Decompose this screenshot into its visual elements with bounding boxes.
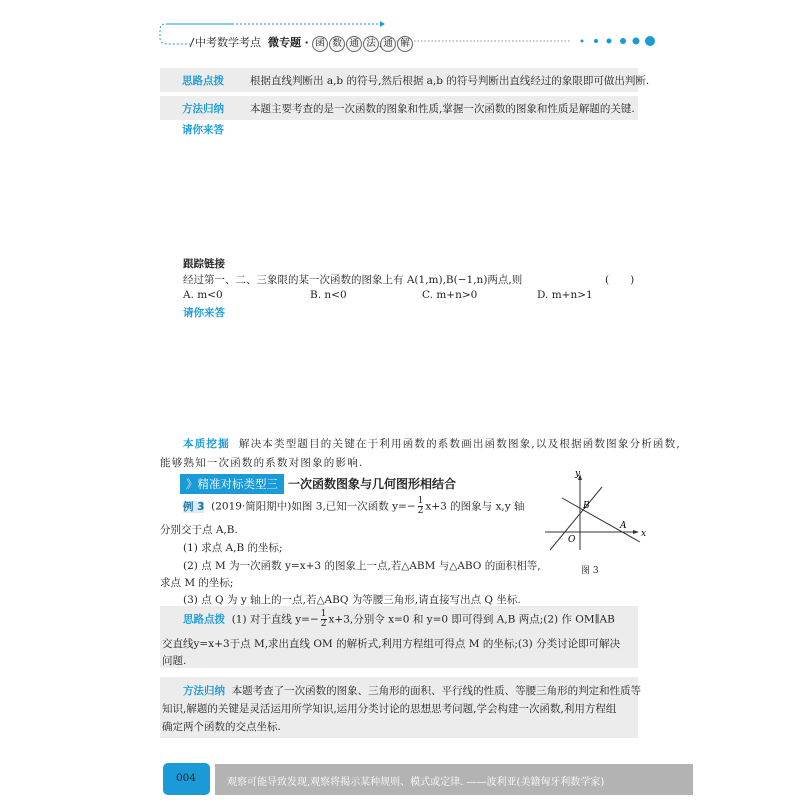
method-label: 方法归纳 xyxy=(182,103,224,115)
figure-3-graph xyxy=(540,470,650,570)
circled-char: 数 xyxy=(329,36,345,52)
hint-label: 思路点拨 xyxy=(183,613,225,626)
circled-char: 函 xyxy=(312,36,328,52)
method-text: 本题考查了一次函数的图象、三角形的面积、平行线的性质、等腰三角形的判定和性质等 xyxy=(231,685,642,697)
example-label: 例 3 xyxy=(183,500,205,513)
essence-line2: 能够熟知一次函数的系数对图象的影响. xyxy=(160,457,364,469)
page-number: 004 xyxy=(176,772,197,784)
option-a: A. m<0 xyxy=(183,289,223,301)
book-title: 中考数学考点 xyxy=(195,36,261,49)
followup-question: 经过第一、二、三象限的某一次函数的图象上有 A(1,m),B(−1,n)两点,则 xyxy=(183,274,523,286)
hint-box-1 xyxy=(160,68,650,92)
example-line1 xyxy=(183,497,525,516)
answer-paren: ( ) xyxy=(605,274,635,286)
circled-char: 通 xyxy=(380,36,396,52)
line-y-x-plus-3 xyxy=(550,487,602,550)
method-text: 本题主要考查的是一次函数的图象和性质,掌握一次函数的图象和性质是解题的关键. xyxy=(250,103,635,115)
label-a: A xyxy=(620,521,627,531)
question-3: (3) 点 Q 为 y 轴上的一点,若△ABQ 为等腰三角形,请直接写出点 Q 坐标. xyxy=(183,594,521,606)
numerator: 1 xyxy=(320,609,327,619)
hint-text: 根据直线判断出 a,b 的符号,然后根据 a,b 的符号判断出直线经过的象限即可做出判断. xyxy=(250,75,650,87)
header-title xyxy=(195,34,414,52)
hint-line3: 问题. xyxy=(162,655,187,667)
denominator: 2 xyxy=(320,619,327,629)
circled-char: 法 xyxy=(363,36,379,52)
example-line2: 分别交于点 A,B. xyxy=(160,524,238,536)
method-line3: 确定两个函数的交点坐标. xyxy=(162,721,281,733)
hint-text: (1) 对于直线 y=− xyxy=(231,613,319,626)
circled-char: 解 xyxy=(397,36,413,52)
numerator: 1 xyxy=(417,496,424,506)
example-text: x+3 的图象与 x,y 轴 xyxy=(425,500,525,513)
followup-title: 跟踪链接 xyxy=(183,258,225,270)
circled-title xyxy=(312,36,414,49)
series-title: 微专题 xyxy=(268,36,301,49)
example-source: (2019·简阳期中) xyxy=(211,500,292,513)
circled-char: 通 xyxy=(346,36,362,52)
essence-line1 xyxy=(183,436,681,451)
question-2-cont: 求点 M 的坐标; xyxy=(160,577,234,589)
fraction xyxy=(321,610,327,629)
hint-box-2 xyxy=(160,606,638,668)
answer-prompt: 请你来答 xyxy=(182,124,224,136)
hint-label: 思路点拨 xyxy=(182,75,224,87)
figure-caption: 图 3 xyxy=(581,566,599,576)
question-2: (2) 点 M 为一次函数 y=x+3 的图象上一点,若△ABM 与△ABO 的面积相等, xyxy=(183,560,541,572)
label-x: x xyxy=(641,529,647,539)
label-b: B xyxy=(583,501,590,511)
question-1: (1) 求点 A,B 的坐标; xyxy=(183,542,283,554)
hint-line2: 交直线y=x+3于点 M,求出直线 OM 的解析式,利用方程组可得点 M 的坐标;(3) 分类讨论即可解决 xyxy=(162,638,621,650)
method-line2: 知识,解题的关键是灵活运用所学知识,运用分类讨论的思想思考问题,学会构建一次函数,利用方程组 xyxy=(162,703,617,715)
essence-label: 本质挖掘 xyxy=(183,438,230,450)
separator: · xyxy=(304,36,309,49)
section-title: 一次函数图象与几何图形相结合 xyxy=(288,477,457,491)
section-tag: 》精准对标类型三 xyxy=(180,474,284,494)
option-b: B. n<0 xyxy=(310,289,347,301)
answer-prompt: 请你来答 xyxy=(183,307,225,319)
option-d: D. m+n>1 xyxy=(537,289,593,301)
page-number-box xyxy=(163,763,210,795)
denominator: 2 xyxy=(417,506,424,516)
option-c: C. m+n>0 xyxy=(422,289,478,301)
method-line1 xyxy=(183,683,641,698)
footer-quote: 观察可能导致发现,观察将揭示某种规则、模式或定律. ——波利亚(美籍匈牙利数学家) xyxy=(227,777,605,788)
fraction xyxy=(418,497,424,516)
label-y: y xyxy=(575,470,581,479)
label-o: O xyxy=(568,535,576,545)
method-box-1 xyxy=(160,96,638,120)
essence-text: 解决本类型题目的关键在于利用函数的系数画出函数图象,以及根据函数图象分析函数, xyxy=(238,438,681,450)
hint-text: x+3,分别令 x=0 和 y=0 即可得到 A,B 两点;(2) 作 OM∥AB xyxy=(328,613,615,626)
method-box-2 xyxy=(160,677,642,738)
example-text: 如图 3,已知一次函数 y=− xyxy=(291,500,416,513)
method-label: 方法归纳 xyxy=(183,685,225,697)
hint-line1 xyxy=(183,610,615,629)
footer-bar xyxy=(215,764,693,795)
